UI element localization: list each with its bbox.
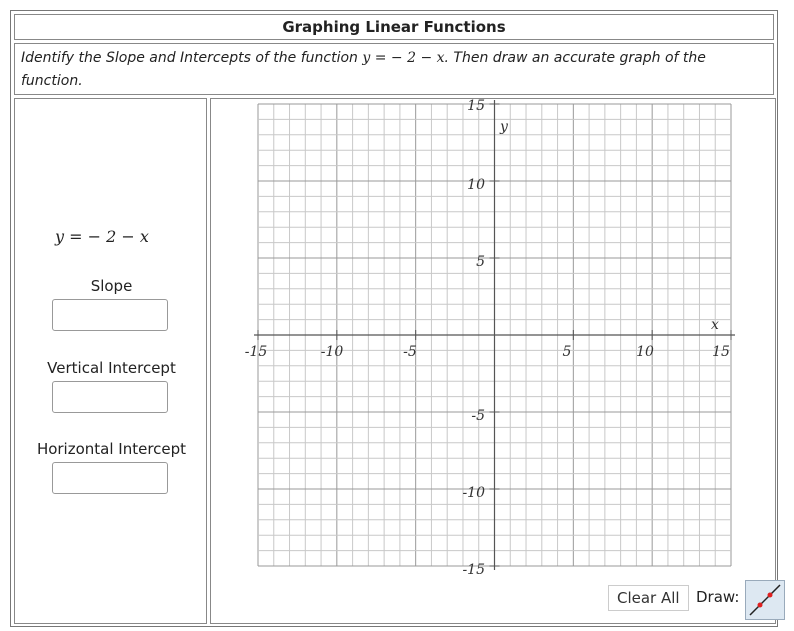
problem-prompt <box>14 43 774 95</box>
axes <box>254 100 735 570</box>
line-tool-button[interactable] <box>745 580 785 620</box>
x-tick-label: -5 <box>403 344 417 360</box>
clear-all-button[interactable]: Clear All <box>608 585 689 611</box>
x-axis-label: x <box>711 317 719 333</box>
activity-frame <box>10 10 778 627</box>
y-tick-label: -10 <box>462 485 485 501</box>
y-tick-label: 15 <box>467 99 485 114</box>
draw-label: Draw: <box>696 588 740 606</box>
y-tick-label: -5 <box>471 408 485 424</box>
prompt-equation: y = − 2 − x <box>362 50 445 66</box>
prompt-text-end: . Then draw an accurate graph of the function. <box>21 50 706 89</box>
graph-panel <box>210 98 776 624</box>
function-equation: y = − 2 − x <box>55 227 149 246</box>
x-tick-label: -10 <box>320 344 344 360</box>
horizontal-intercept-label: Horizontal Intercept <box>36 440 187 458</box>
x-tick-label: 15 <box>712 344 730 360</box>
y-tick-label: -15 <box>462 562 485 577</box>
vertical-intercept-input[interactable] <box>52 381 168 413</box>
page-title: Graphing Linear Functions <box>14 14 774 40</box>
graph-canvas[interactable] <box>211 99 775 577</box>
y-tick-label: 5 <box>476 254 485 270</box>
line-tool-icon <box>746 581 784 619</box>
slope-input[interactable] <box>52 299 168 331</box>
x-tick-label: -15 <box>244 344 268 360</box>
vertical-intercept-label: Vertical Intercept <box>47 359 176 377</box>
axis-ticks <box>245 99 730 577</box>
horizontal-intercept-input[interactable] <box>52 462 168 494</box>
y-tick-label: 10 <box>467 177 485 193</box>
prompt-text-start: Identify the Slope and Intercepts of the function <box>21 50 363 66</box>
slope-label: Slope <box>90 277 133 295</box>
y-axis-label: y <box>500 119 508 135</box>
x-tick-label: 5 <box>562 344 572 360</box>
x-tick-label: 10 <box>636 344 654 360</box>
answer-panel <box>14 98 207 624</box>
